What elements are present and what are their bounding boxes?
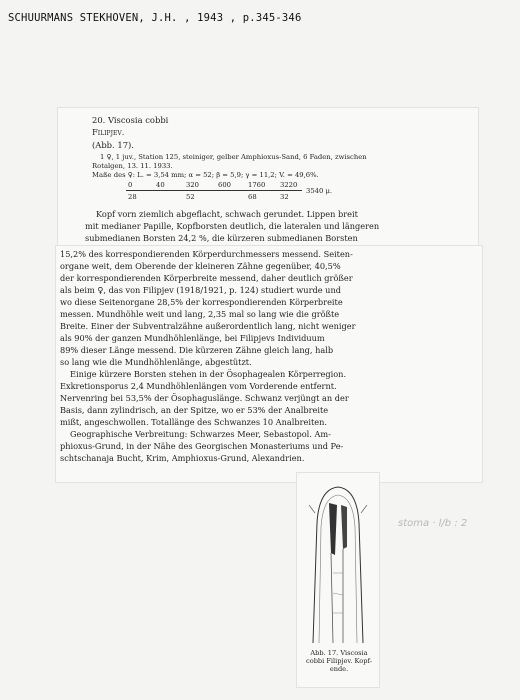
- formula-top: 1760: [248, 181, 266, 189]
- measurements-line: Maße des ♀: L. = 3,54 mm; α = 52; β = 5,9; γ = 11,2; V. = 49,6%.: [92, 171, 319, 179]
- text-line: Exkretionsporus 2,4 Mundhöhlenlängen vom Vorderende entfernt.: [60, 381, 337, 391]
- record-line: Rotalgen, 13. 11. 1933.: [92, 162, 173, 170]
- formula-top: 320: [186, 181, 199, 189]
- text-line: 15,2% des korrespondierenden Körperdurchmessers messend. Seiten-: [60, 249, 353, 259]
- text-line: als 90% der ganzen Mundhöhlenlänge, bei Filipjevs Individuum: [60, 333, 325, 343]
- text-line: phioxus-Grund, in der Nähe des Georgischen Monasteriums und Pe-: [60, 441, 344, 451]
- record-line: 1 ♀, 1 juv., Station 125, steiniger, gelber Amphioxus-Sand, 6 Faden, zwischen: [100, 153, 367, 161]
- figure-caption: [302, 650, 376, 674]
- figure-reference: (Abb. 17).: [92, 140, 134, 150]
- nematode-head-drawing: [307, 483, 369, 643]
- formula-bottom: 68: [248, 193, 257, 201]
- text-line: Breite. Einer der Subventralzähne außerordentlich lang, nicht weniger: [60, 321, 356, 331]
- caption-line: Abb. 17. Viscosia: [310, 649, 368, 657]
- text-line: so lang wie die Mundhöhlenlänge, abgestützt.: [60, 357, 252, 367]
- citation-header: SCHUURMANS STEKHOVEN, J.H. , 1943 , p.345-346: [8, 12, 302, 24]
- text-line: mit medianer Papille, Kopfborsten deutlich, die lateralen und längeren: [85, 221, 380, 231]
- text-line: submedianen Borsten 24,2 %, die kürzeren submedianen Borsten: [85, 233, 358, 243]
- text-line: Basis, dann zylindrisch, an der Spitze, wo er 53% der Analbreite: [60, 405, 329, 415]
- formula-top: 0: [128, 181, 133, 189]
- formula-top: 3220: [280, 181, 298, 189]
- text-line: der korrespondierenden Körperbreite messend, daher deutlich größer: [60, 273, 353, 283]
- text-line: Geographische Verbreitung: Schwarzes Meer, Sebastopol. Am-: [70, 429, 331, 439]
- formula-top: 600: [218, 181, 231, 189]
- formula-bottom: 32: [280, 193, 289, 201]
- caption-line: cobbi Filipjev. Kopf-: [306, 656, 372, 665]
- formula-bottom: 52: [186, 193, 195, 201]
- text-line: 89% dieser Länge messend. Die kürzeren Zähne gleich lang, halb: [60, 345, 334, 355]
- text-line: messen. Mundhöhle weit und lang, 2,35 mal so lang wie die größte: [60, 309, 340, 319]
- species-title: 20. Viscosia cobbi: [92, 115, 169, 125]
- text-line: Nervenring bei 53,5% der Ösophaguslänge. Schwanz verjüngt an der: [60, 393, 349, 403]
- formula-total: 3540 μ.: [306, 187, 333, 195]
- text-line: schtschanaja Bucht, Krim, Amphioxus-Grund, Alexandrien.: [60, 453, 305, 463]
- formula-rule: [126, 190, 302, 191]
- text-line: als beim ♀, das von Filipjev (1918/1921, p. 124) studiert wurde und: [60, 285, 341, 295]
- species-author: Filipjev.: [92, 127, 125, 137]
- text-line: Kopf vorn ziemlich abgeflacht, schwach gerundet. Lippen breit: [96, 209, 358, 219]
- formula-top: 40: [156, 181, 165, 189]
- text-line: Einige kürzere Borsten stehen in der Ösophagealen Körperregion.: [70, 369, 347, 379]
- text-line: wo diese Seitenorgane 28,5% der korrespondierenden Körperbreite: [60, 297, 343, 307]
- formula-bottom: 28: [128, 193, 137, 201]
- text-line: organe weit, dem Oberende der kleineren Zähne gegenüber, 40,5%: [60, 261, 341, 271]
- caption-line: ende.: [329, 664, 349, 673]
- handwritten-annotation: stoma · l/b : 2: [398, 518, 468, 529]
- text-line: mißt, angeschwollen. Totallänge des Schwanzes 10 Analbreiten.: [60, 417, 327, 427]
